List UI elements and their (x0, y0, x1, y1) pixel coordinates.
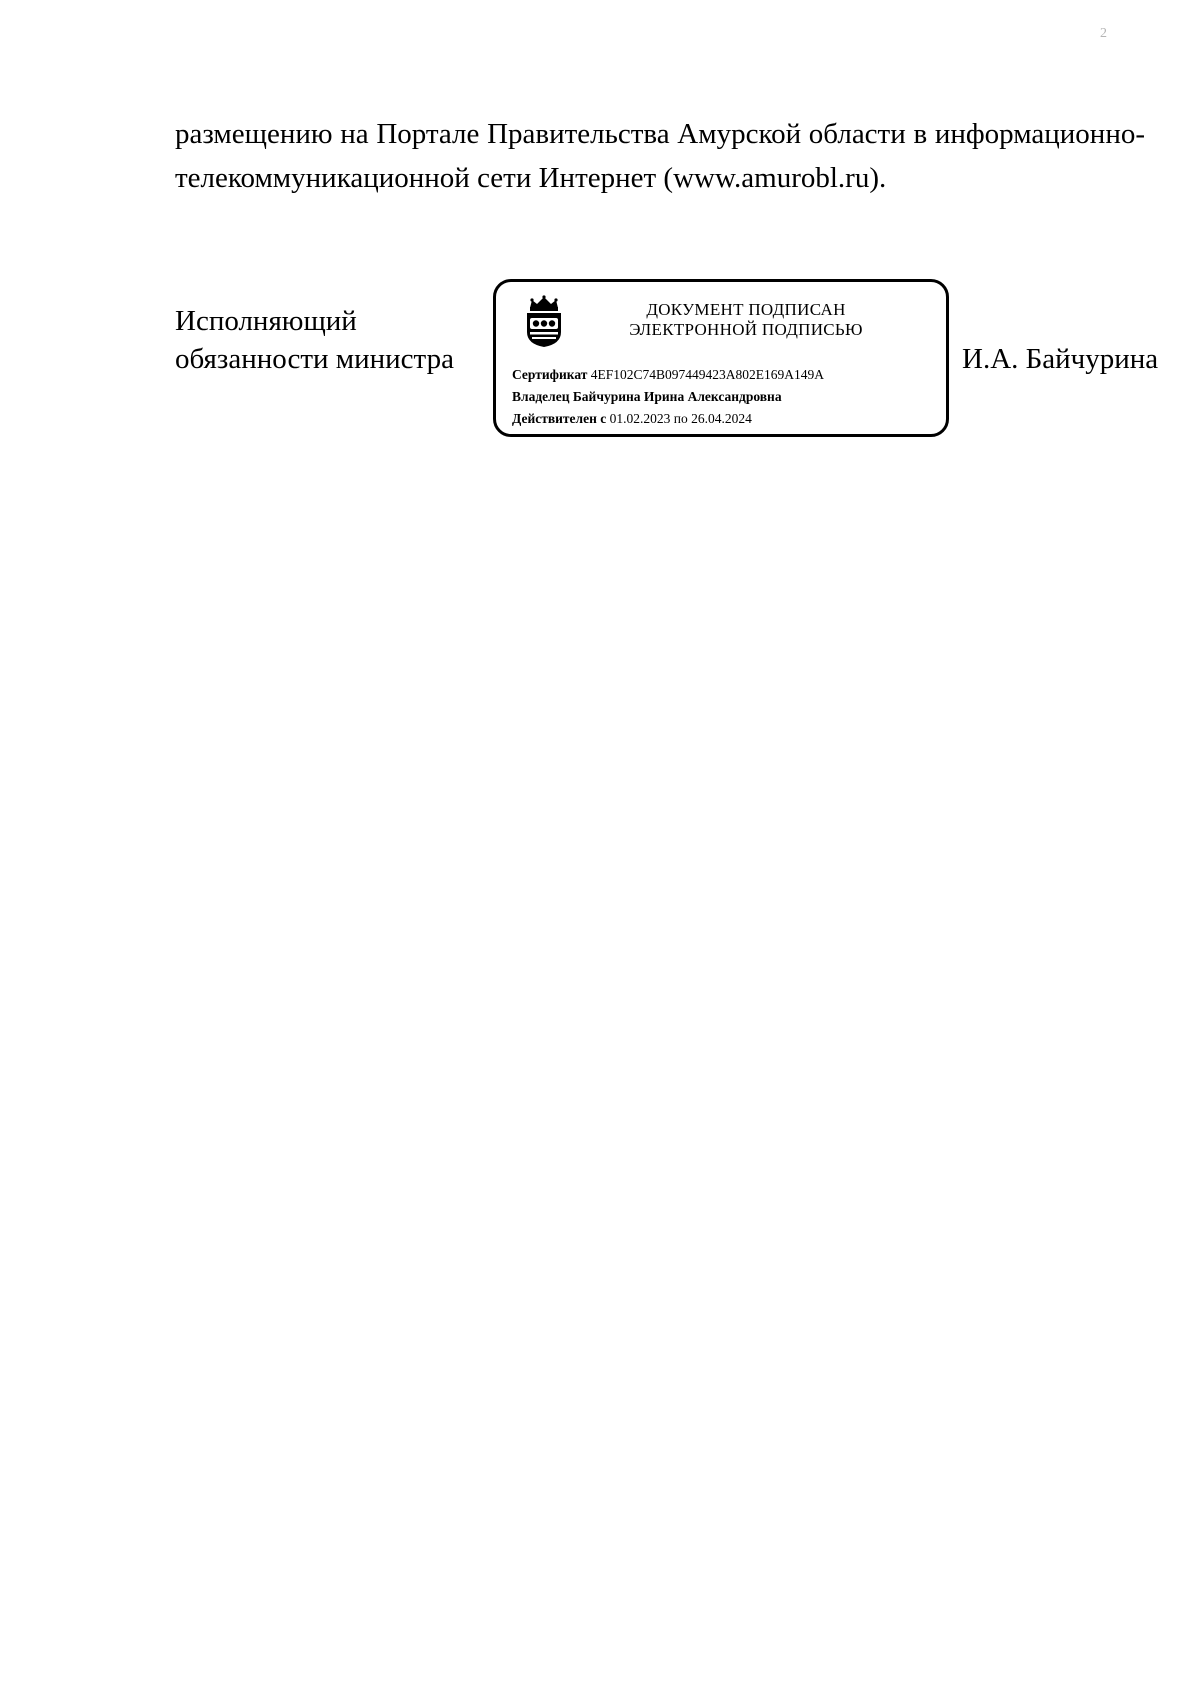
signatory-position-line-1: Исполняющий (175, 305, 357, 337)
stamp-header-line-2: ЭЛЕКТРОННОЙ ПОДПИСЬЮ (629, 320, 863, 339)
valid-to: 26.04.2024 (691, 411, 752, 426)
signatory-position-line-2: обязанности министра (175, 343, 454, 375)
certificate-row (512, 364, 824, 386)
valid-from: 01.02.2023 (609, 411, 671, 426)
stamp-header (596, 300, 896, 340)
validity-label: Действителен с (512, 411, 607, 426)
page-number: 2 (1100, 26, 1108, 41)
stamp-header-line-1: ДОКУМЕНТ ПОДПИСАН (646, 300, 846, 319)
signatory-name: И.А. Байчурина (962, 343, 1159, 375)
signatory-position (175, 302, 454, 378)
owner-label: Владелец (512, 389, 570, 404)
owner-row (512, 386, 824, 408)
body-line-1: размещению на Портале Правительства Амурской области в информационно- (175, 118, 1145, 150)
stamp-details (512, 364, 824, 430)
electronic-signature-stamp (493, 279, 949, 437)
validity-row (512, 408, 824, 430)
certificate-label: Сертификат (512, 367, 588, 382)
validity-to-label: по (673, 411, 688, 426)
certificate-value: 4EF102C74B097449423A802E169A149A (590, 367, 825, 382)
owner-value: Байчурина Ирина Александровна (572, 389, 782, 404)
body-line-2: телекоммуникационной сети Интернет (www.amurobl.ru). (175, 162, 887, 194)
body-paragraph (175, 112, 1145, 200)
coat-of-arms-icon (522, 294, 566, 348)
